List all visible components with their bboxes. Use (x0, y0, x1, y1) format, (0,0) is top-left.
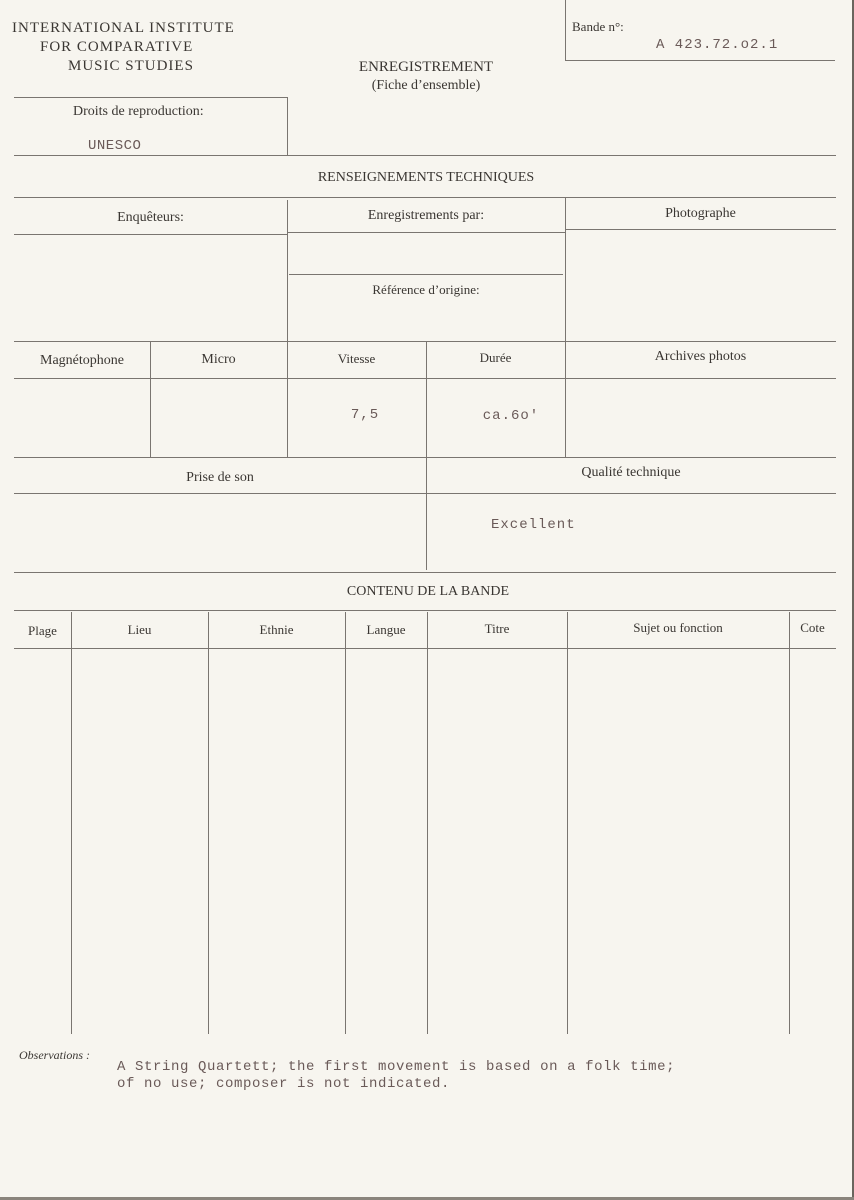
col-header-cote: Cote (800, 620, 825, 635)
col-header-ethnie: Ethnie (259, 622, 294, 637)
prise-de-son-label: Prise de son (186, 470, 254, 485)
vitesse-label: Vitesse (337, 351, 376, 366)
reference-label: Référence d’origine: (372, 282, 480, 297)
rule-equipment-header (14, 378, 836, 379)
bande-box-bottom-border (565, 60, 835, 61)
rule-sound-top (14, 457, 836, 458)
contents-section-title: CONTENU DE LA BANDE (346, 584, 510, 599)
bande-box-left-border (565, 0, 566, 60)
archives-label: Archives photos (654, 349, 747, 364)
enqueteurs-label: Enquêteurs: (117, 210, 184, 225)
form-subtitle: (Fiche d’ensemble) (371, 78, 481, 93)
rule-col-langue (345, 612, 346, 1034)
magnetophone-label: Magnétophone (40, 353, 124, 368)
rights-value: UNESCO (88, 138, 142, 154)
duree-label: Durée (479, 350, 512, 365)
institute-name-line3: MUSIC STUDIES (68, 58, 194, 74)
rule-contents-title-bottom (14, 610, 836, 611)
col-header-titre: Titre (484, 621, 510, 636)
rule-col-sujet (567, 612, 568, 1034)
qualite-value: Excellent (491, 517, 576, 533)
bande-label: Bande n°: (572, 19, 624, 34)
rights-box-right-border (287, 97, 288, 155)
rights-box-top-border (14, 97, 287, 98)
form-title: ENREGISTREMENT (358, 59, 494, 75)
rule-contents-header (14, 648, 836, 649)
enregistrements-label: Enregistrements par: (367, 208, 485, 223)
col-header-sujet: Sujet ou fonction (633, 620, 723, 635)
rule-enregistrements-header (287, 232, 565, 233)
observations-label: Observations : (19, 1048, 90, 1062)
rule-col-cote (789, 612, 790, 1034)
rule-technical-top (14, 155, 836, 156)
rule-sound-header (14, 493, 836, 494)
institute-name-line1: INTERNATIONAL INSTITUTE (12, 20, 235, 36)
rule-contents-top (14, 572, 836, 573)
photographe-label: Photographe (665, 206, 736, 221)
qualite-label: Qualité technique (581, 465, 681, 480)
technical-section-title: RENSEIGNEMENTS TECHNIQUES (317, 170, 535, 185)
duree-value: ca.6o' (482, 408, 540, 424)
rule-reference-top (289, 274, 563, 275)
rule-enqueteurs-header (14, 234, 287, 235)
rule-col-lieu (71, 612, 72, 1034)
rule-col-titre (427, 612, 428, 1034)
bande-number: A 423.72.o2.1 (656, 37, 779, 53)
observations-line2: of no use; composer is not indicated. (117, 1076, 451, 1092)
institute-name-line2: FOR COMPARATIVE (40, 39, 194, 55)
rule-equipment-top (14, 341, 836, 342)
micro-label: Micro (201, 352, 236, 367)
vitesse-value: 7,5 (350, 407, 380, 423)
rights-label: Droits de reproduction: (73, 104, 204, 119)
col-header-langue: Langue (366, 622, 406, 637)
col-header-lieu: Lieu (127, 622, 152, 637)
rule-technical-title-bottom (14, 197, 836, 198)
rule-col-ethnie (208, 612, 209, 1034)
col-header-plage: Plage (28, 623, 57, 638)
observations-line1: A String Quartett; the first movement is based on a folk time; (117, 1059, 676, 1075)
rule-photographe-header (565, 229, 836, 230)
